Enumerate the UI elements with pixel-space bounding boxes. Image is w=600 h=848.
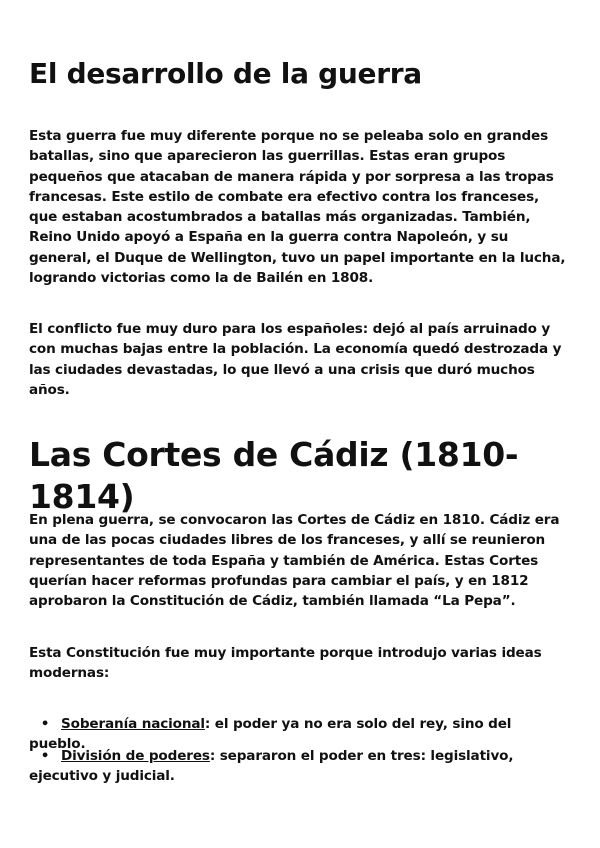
section-heading-cortes: Las Cortes de Cádiz (1810-1814)	[29, 435, 519, 516]
paragraph: Esta guerra fue muy diferente porque no se peleaba solo en grandes batallas, sino que aparecieron las guerrillas. Estas eran grupos pequeños que atacaban de manera rápida y por sorpresa a las tropas francesas. Este estilo de combate era efectivo contra los franceses, que estaban acostumbrados a batallas más organizadas. También, Reino Unido apoyó a España en la guerra contra Napoleón, y su general, el Duque de Wellington, tuvo un papel importante en la lucha, logrando victorias como la de Bailén en 1808.	[29, 128, 566, 287]
paragraph: El conflicto fue muy duro para los españoles: dejó al país arruinado y con muchas bajas entre la población. La economía quedó destrozada y las ciudades devastadas, lo que llevó a una crisis que duró muchos años.	[29, 321, 562, 398]
bullet-icon: •	[40, 748, 50, 764]
bullet-icon: •	[40, 716, 50, 732]
section-heading-desarrollo: El desarrollo de la guerra	[29, 57, 422, 90]
list-item-text: : el poder ya no era solo del rey, sino del pueblo.	[29, 716, 512, 753]
list-item-text: : separaron el poder en tres: legislativo, ejecutivo y judicial.	[29, 748, 514, 785]
list-item	[29, 746, 569, 787]
paragraph: Esta Constitución fue muy importante porque introdujo varias ideas modernas:	[29, 645, 542, 682]
list-item-term: Soberanía nacional	[61, 716, 205, 732]
paragraph: En plena guerra, se convocaron las Cortes de Cádiz en 1810. Cádiz era una de las pocas ciudades libres de los franceses, y allí se reunieron representantes de toda España y también de América. Estas Cortes querían hacer reformas profundas para cambiar el país, y en 1812 aprobaron la Constitución de Cádiz, también llamada “La Pepa”.	[29, 512, 560, 610]
list-item-term: División de poderes	[61, 748, 210, 764]
